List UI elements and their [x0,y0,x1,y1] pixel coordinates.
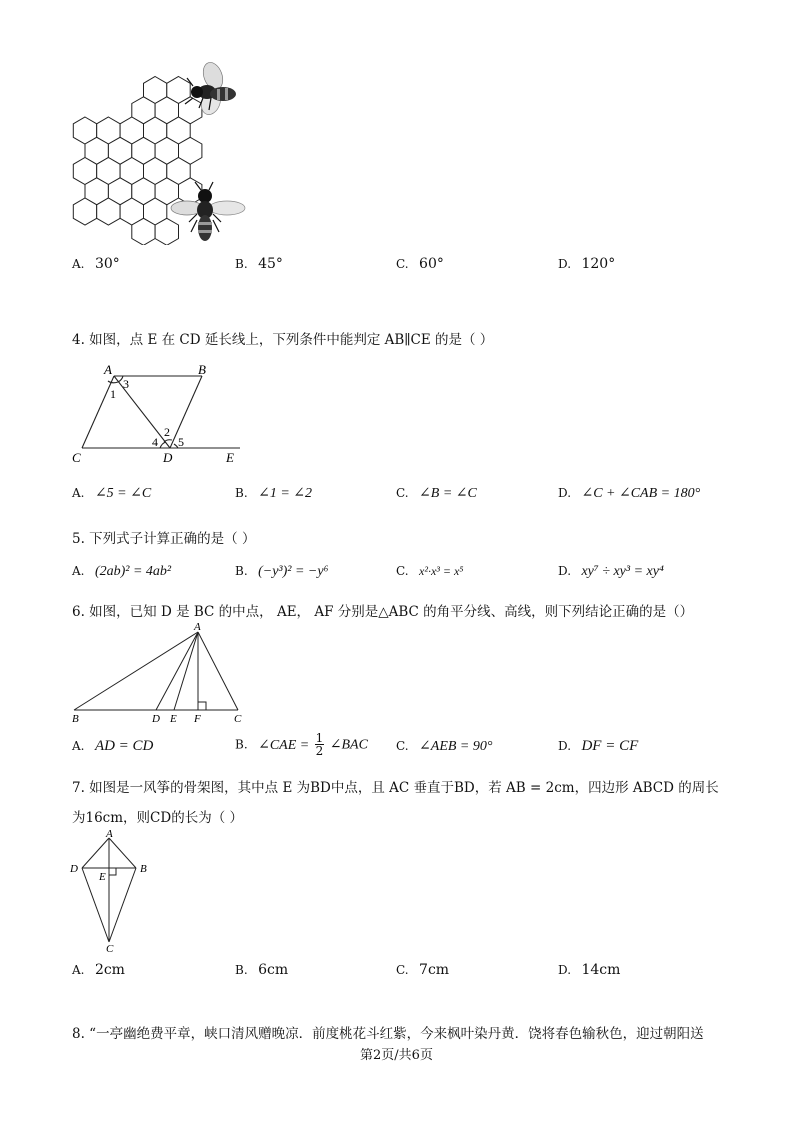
q4-parallelogram-figure [68,360,248,466]
angle-label-4: 4 [152,435,158,449]
q4-stem: 4. 如图，点 E 在 CD 延长线上，下列条件中能判定 AB∥CE 的是（ ） [72,332,494,348]
option-text: ∠B = ∠C [419,486,477,501]
q6-option-d[interactable] [558,738,638,755]
option-letter: C. [396,486,409,500]
option-letter: A. [72,963,85,977]
option-text: 120° [581,256,616,272]
option-text: ∠AEB = 90° [419,739,493,754]
q7-kite-figure [66,828,156,956]
fraction-one-half [315,732,325,757]
q7-option-d[interactable] [558,962,620,978]
label-E: E [99,871,106,883]
option-letter: D. [558,739,572,753]
option-letter: B. [235,486,248,500]
option-letter: B. [235,257,248,271]
option-letter: C. [396,963,409,977]
page-number: 第2页/共6页 [360,1048,433,1063]
q5-option-b[interactable] [235,563,328,580]
label-C: C [234,713,242,725]
q5-option-d[interactable] [558,563,664,580]
q4-option-c[interactable] [396,485,477,502]
label-D: D [152,713,160,725]
honeycomb-grid [73,77,202,246]
q6-stem: 6. 如图，已知 D 是 BC 的中点， AE， AF 分别是△ABC 的角平分线、高线，则下列结论正确的是（） [72,604,694,620]
option-letter: A. [72,257,85,271]
q4-option-b[interactable] [235,485,312,502]
label-B: B [140,863,147,875]
option-text: ∠1 = ∠2 [258,486,313,501]
option-text: AD = CD [94,738,154,754]
q3-option-d[interactable] [558,256,615,272]
option-text: 2cm [94,962,125,978]
angle-label-2: 2 [164,425,170,439]
option-text: ∠C + ∠CAB = 180° [581,486,701,501]
option-letter: B. [235,737,248,752]
option-letter: C. [396,564,409,578]
q6-triangle-figure [66,620,256,726]
honeycomb-bee-figure [65,60,255,245]
label-E: E [226,450,234,465]
option-letter: B. [235,564,248,578]
q7-option-b[interactable] [235,962,288,978]
option-letter: D. [558,564,572,578]
label-E: E [170,713,177,725]
q5-option-a[interactable] [72,563,171,580]
option-letter: A. [72,564,85,578]
option-text: 14cm [581,962,621,978]
q3-option-b[interactable] [235,256,283,272]
option-letter: A. [72,486,85,500]
option-text: 6cm [258,962,289,978]
option-text: 30° [94,256,120,272]
q5-stem: 5. 下列式子计算正确的是（ ） [72,531,256,547]
option-text: (2ab)² = 4ab² [94,564,172,579]
q8-stem: 8. “一亭幽绝费平章，峡口清风赠晚凉．前度桃花斗红紫，今来枫叶染丹黄．饶将春色输秋色，迎过朝阳送 [72,1026,704,1042]
option-text: 7cm [419,962,450,978]
q7-stem-line-2: 为16cm，则CD的长为（ ） [72,810,243,826]
q4-option-d[interactable] [558,485,700,502]
option-text: 45° [258,256,283,272]
q7-stem-line-1: 7. 如图是一风筝的骨架图，其中点 E 为BD中点，且 AC 垂直于BD，若 AB = 2cm，四边形 ABCD 的周长 [72,780,719,796]
q7-option-c[interactable] [396,962,449,978]
label-B: B [72,713,79,725]
label-B: B [198,362,206,377]
q7-option-a[interactable] [72,962,125,978]
option-letter: D. [558,963,572,977]
q6-option-a[interactable] [72,738,153,755]
q3-option-a[interactable] [72,256,120,272]
option-text-pre: ∠CAE = [258,737,310,753]
q6-option-c[interactable] [396,738,492,755]
label-A: A [104,362,112,377]
option-letter: B. [235,963,248,977]
option-text: ∠5 = ∠C [94,486,152,501]
option-text: x²·x³ = x⁵ [419,564,464,578]
q5-option-c[interactable] [396,563,463,579]
option-letter: A. [72,739,85,753]
fraction-numerator: 1 [315,731,324,745]
angle-label-5: 5 [178,435,184,449]
option-text-post: ∠BAC [329,737,368,753]
fraction-denominator: 2 [315,744,324,758]
option-letter: C. [396,257,409,271]
option-letter: D. [558,486,572,500]
angle-label-3: 3 [123,377,129,391]
label-D: D [70,863,78,875]
option-letter: C. [396,739,409,753]
option-letter: D. [558,257,572,271]
option-text: (−y³)² = −y⁶ [258,564,329,579]
q3-option-c[interactable] [396,256,444,272]
label-C: C [72,450,81,465]
angle-label-1: 1 [110,387,116,401]
label-F: F [194,713,201,725]
label-A: A [194,621,201,633]
option-text: DF = CF [581,738,639,754]
option-text: xy⁷ ÷ xy³ = xy⁴ [581,564,664,579]
label-C: C [106,943,114,955]
q4-option-a[interactable] [72,485,151,502]
q6-option-b[interactable] [235,732,368,757]
option-text: 60° [419,256,444,272]
label-A: A [106,828,113,840]
label-D: D [163,450,173,465]
